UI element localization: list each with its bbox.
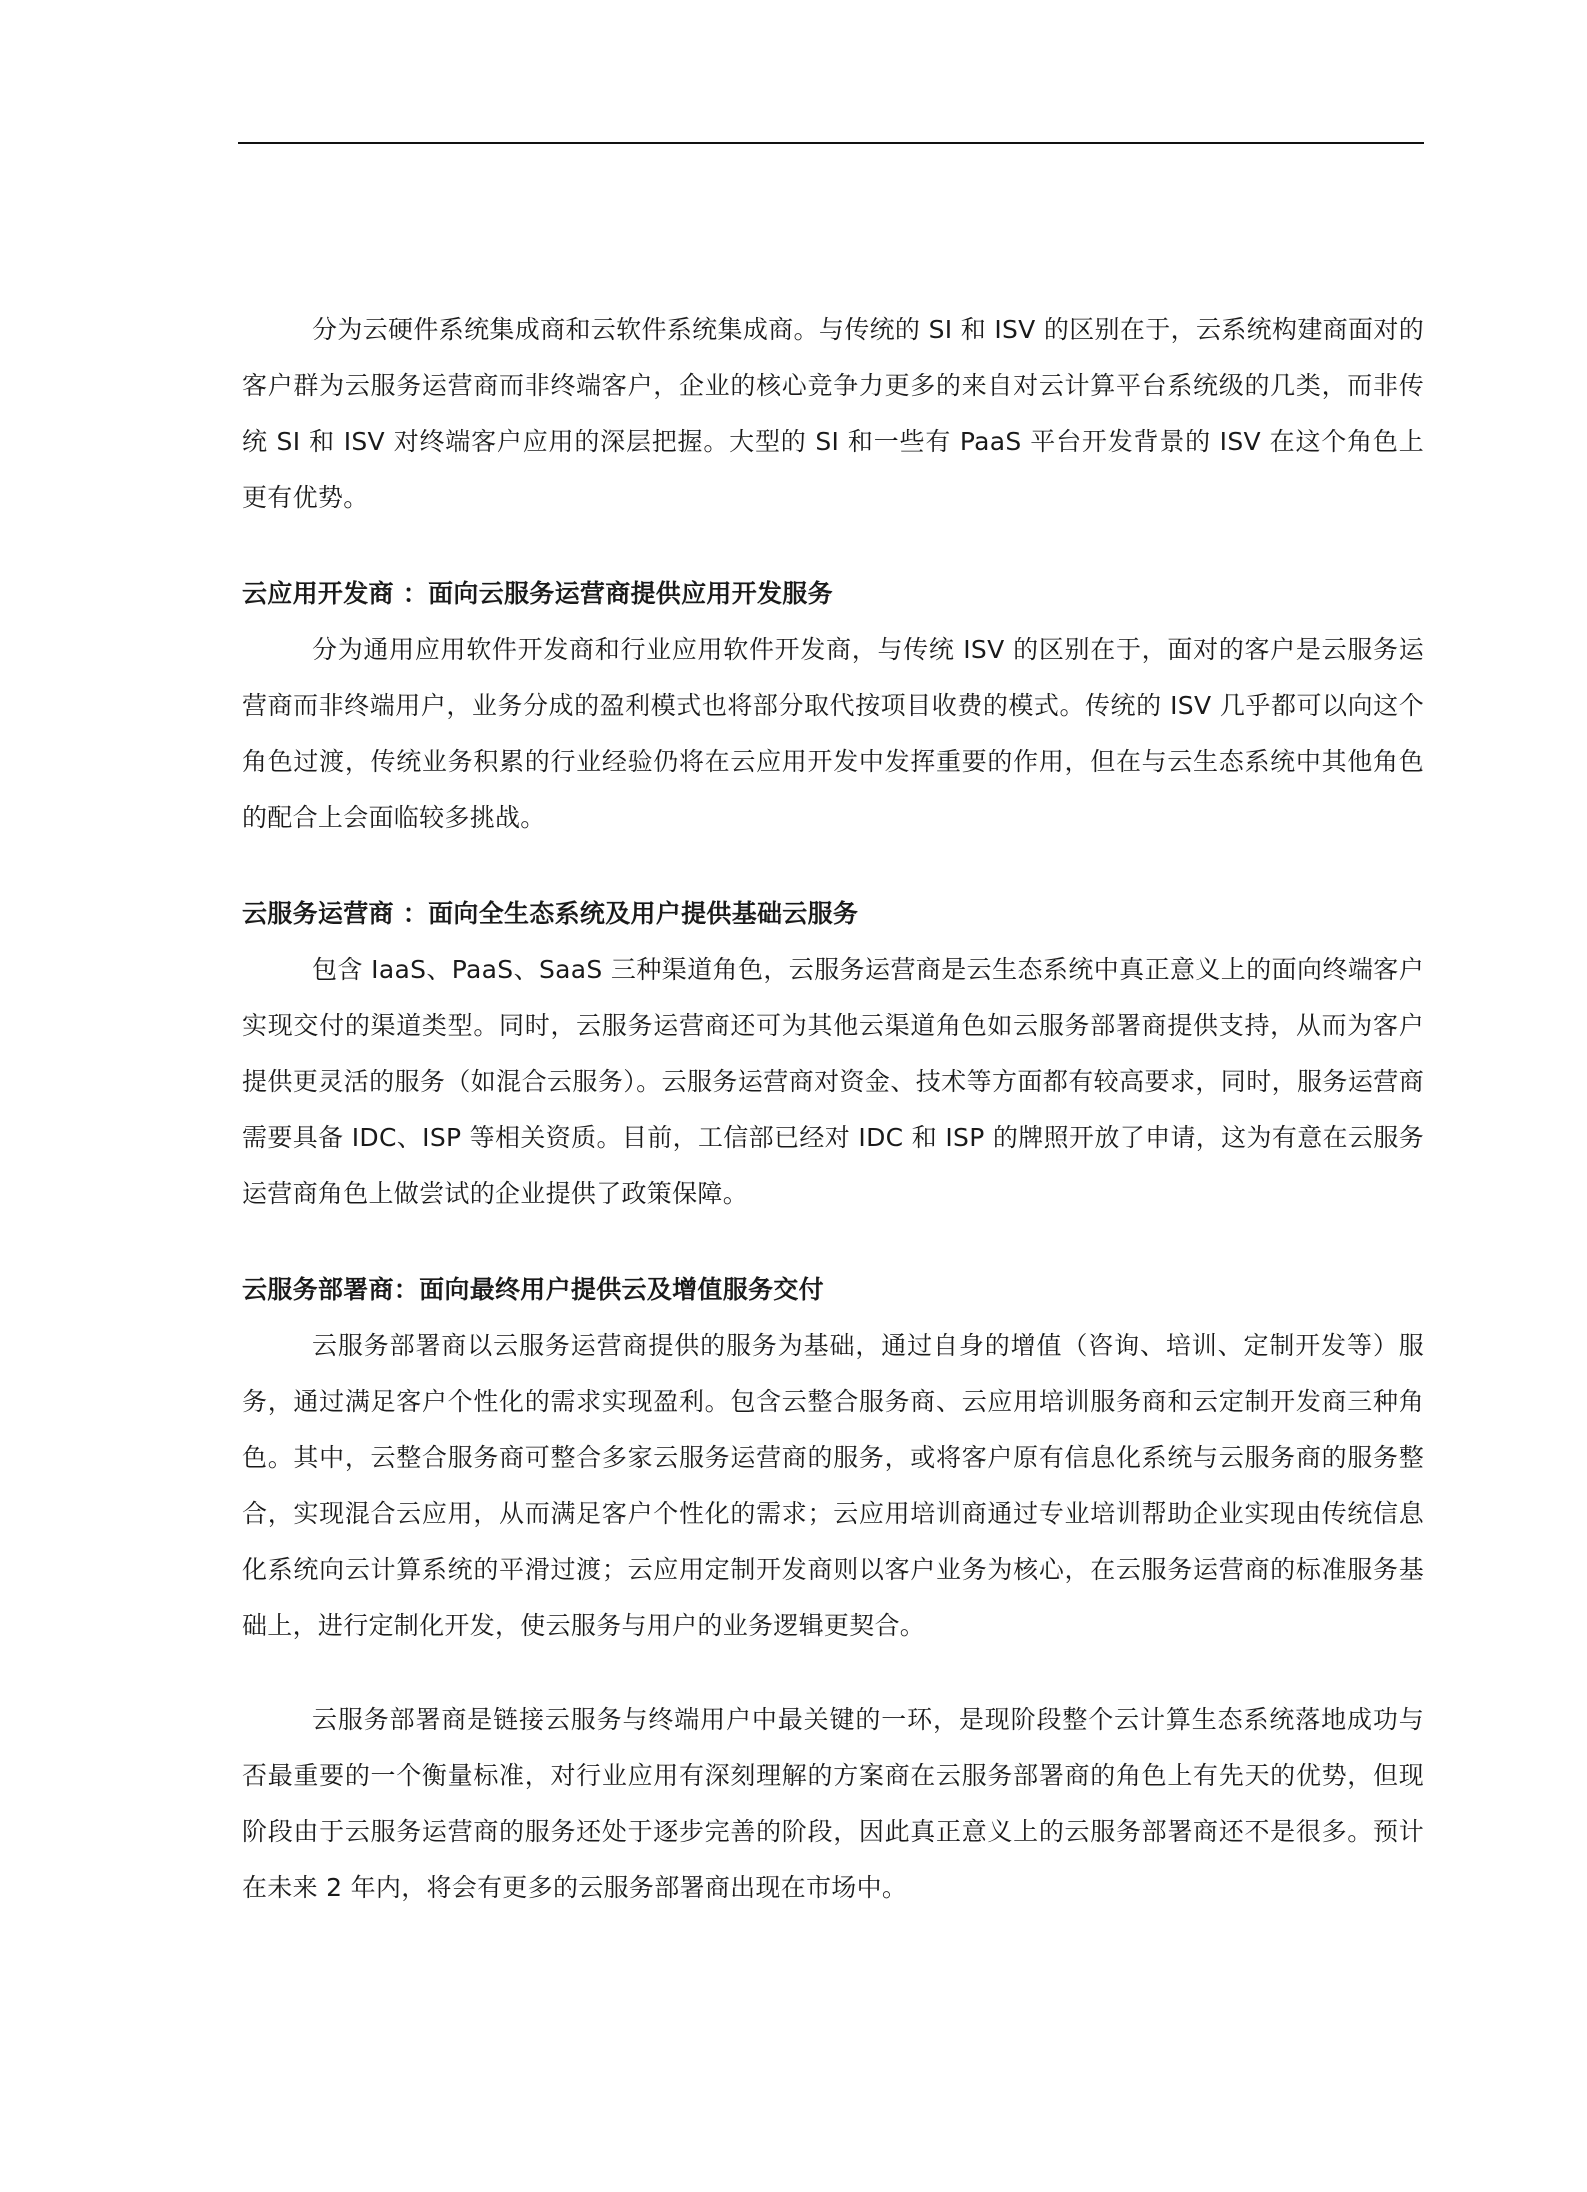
section-spacer	[242, 846, 1424, 886]
section-heading-cloud-service-deployer: 云服务部署商：面向最终用户提供云及增值服务交付	[242, 1275, 824, 1304]
intro-paragraph: 分为云硬件系统集成商和云软件系统集成商。与传统的 SI 和 ISV 的区别在于，云系统构建商面对的客户群为云服务运营商而非终端客户，企业的核心竞争力更多的来自对云计算平台系统级的几类，而非传统 SI 和 ISV 对终端客户应用的深层把握。大型的 SI 和一些有 PaaS 平台开发背景的 ISV 在这个角色上更有优势。	[242, 315, 1424, 512]
section-spacer	[242, 1222, 1424, 1262]
section-spacer	[242, 526, 1424, 566]
cloud-app-developer-paragraph: 分为通用应用软件开发商和行业应用软件开发商，与传统 ISV 的区别在于，面对的客户是云服务运营商而非终端用户，业务分成的盈利模式也将部分取代按项目收费的模式。传统的 ISV 几乎都可以向这个角色过渡，传统业务积累的行业经验仍将在云应用开发中发挥重要的作用，但在与云生态系统中其他角色的配合上会面临较多挑战。	[242, 635, 1424, 832]
cloud-service-operator-paragraph: 包含 IaaS、PaaS、SaaS 三种渠道角色，云服务运营商是云生态系统中真正意义上的面向终端客户实现交付的渠道类型。同时，云服务运营商还可为其他云渠道角色如云服务部署商提供支持，从而为客户提供更灵活的服务（如混合云服务）。云服务运营商对资金、技术等方面都有较高要求，同时，服务运营商需要具备 IDC、ISP 等相关资质。目前，工信部已经对 IDC 和 ISP 的牌照开放了申请，这为有意在云服务运营商角色上做尝试的企业提供了政策保障。	[242, 955, 1424, 1208]
section-heading-cloud-service-operator: 云服务运营商 ：面向全生态系统及用户提供基础云服务	[242, 899, 859, 928]
header-rule	[238, 142, 1424, 144]
document-body	[242, 302, 1424, 1916]
paragraph-spacer	[242, 1654, 1424, 1692]
cloud-service-deployer-paragraph: 云服务部署商以云服务运营商提供的服务为基础，通过自身的增值（咨询、培训、定制开发等）服务，通过满足客户个性化的需求实现盈利。包含云整合服务商、云应用培训服务商和云定制开发商三种角色。其中，云整合服务商可整合多家云服务运营商的服务，或将客户原有信息化系统与云服务商的服务整合，实现混合云应用，从而满足客户个性化的需求；云应用培训商通过专业培训帮助企业实现由传统信息化系统向云计算系统的平滑过渡；云应用定制开发商则以客户业务为核心，在云服务运营商的标准服务基础上，进行定制化开发，使云服务与用户的业务逻辑更契合。	[242, 1331, 1424, 1640]
cloud-service-deployer-summary-paragraph: 云服务部署商是链接云服务与终端用户中最关键的一环，是现阶段整个云计算生态系统落地成功与否最重要的一个衡量标准，对行业应用有深刻理解的方案商在云服务部署商的角色上有先天的优势，但现阶段由于云服务运营商的服务还处于逐步完善的阶段，因此真正意义上的云服务部署商还不是很多。预计在未来 2 年内，将会有更多的云服务部署商出现在市场中。	[242, 1705, 1424, 1902]
section-heading-cloud-app-developer: 云应用开发商 ：面向云服务运营商提供应用开发服务	[242, 579, 833, 608]
